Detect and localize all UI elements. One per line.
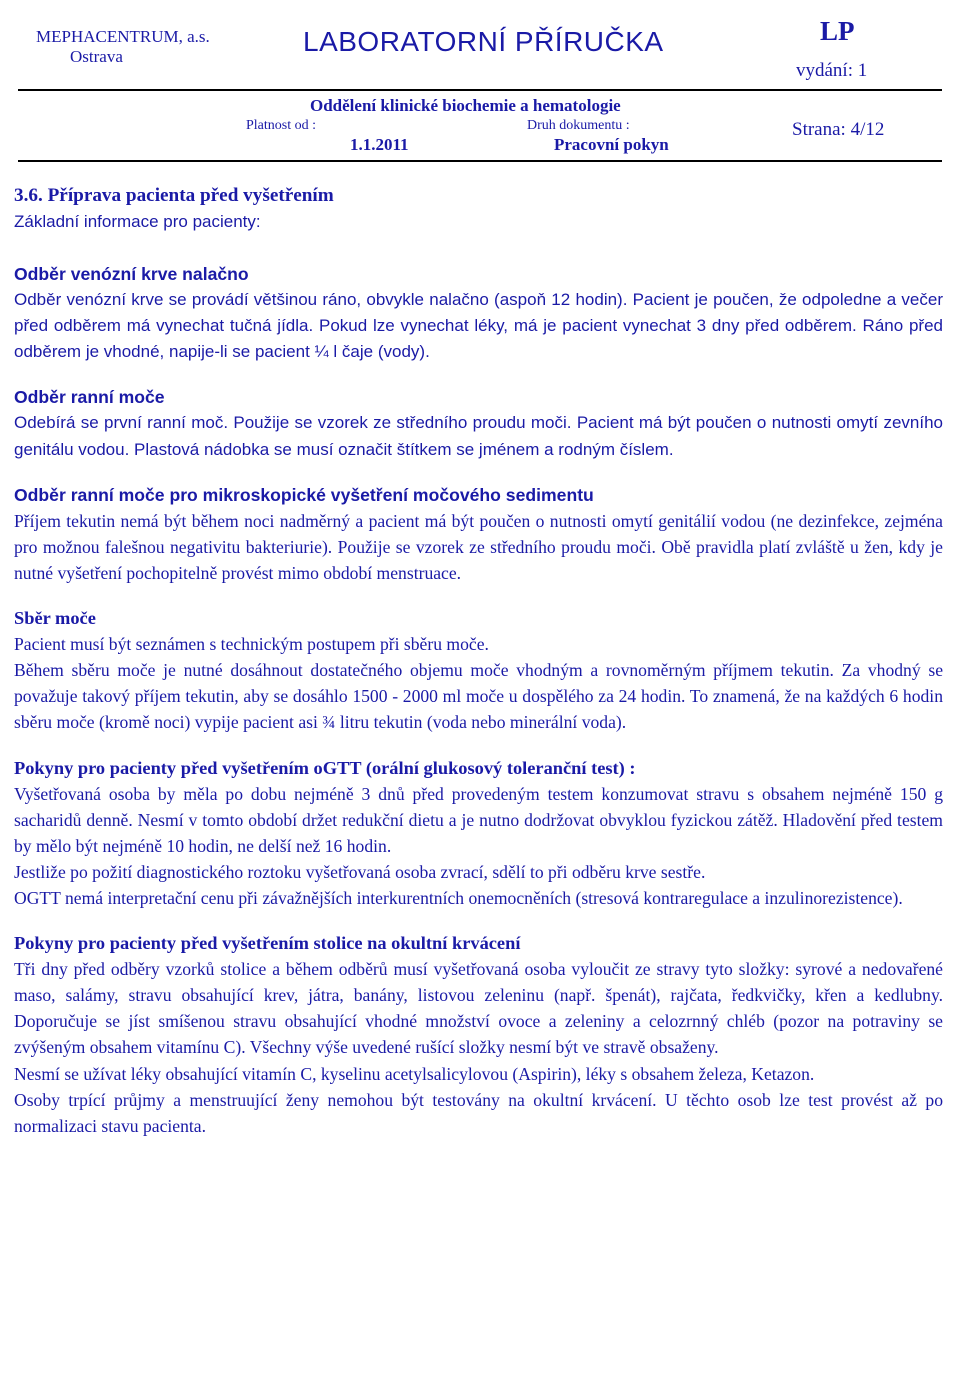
block-heading: Pokyny pro pacienty před vyšetřením oGTT (orální glukosový toleranční test) :: [14, 757, 636, 778]
section-title: 3.6. Příprava pacienta před vyšetřením: [14, 185, 334, 206]
block-paragraph: Odebírá se první ranní moč. Použije se vzorek ze středního proudu moči. Pacient má být poučen o nutnosti omytí zevního genitálu vodou. Plastová nádobka se musí označit štítkem se jménem a rodným číslem.: [14, 413, 943, 459]
block-fasting-blood: [14, 261, 943, 365]
block-paragraph: Pacient musí být seznámen s technickým postupem při sběru moče.: [14, 634, 489, 655]
validity-label: Platnost od :: [246, 118, 317, 133]
block-urine-sediment: [14, 482, 943, 586]
block-ogtt: [14, 755, 943, 912]
edition: vydání: 1: [796, 60, 868, 81]
document-code: LP: [820, 16, 855, 46]
block-paragraph: Vyšetřovaná osoba by měla po dobu nejméně 3 dnů před provedeným testem konzumovat stravu s obsahem nejméně 150 g sacharidů denně. Nesmí v tomto období držet redukční dietu a je nutno dodržovat obvyklou fyzickou zátěž. Hladovění před testem by mělo být nejméně 10 hodin, ne delší než 16 hodin.: [14, 783, 943, 856]
header-divider-bottom: [18, 160, 942, 162]
block-paragraph: Jestliže po požití diagnostického roztoku vyšetřovaná osoba zvrací, sdělí to při odběru krve sestře.: [14, 861, 706, 882]
block-heading: Odběr ranní moče pro mikroskopické vyšetření močového sedimentu: [14, 484, 594, 505]
block-paragraph: Odběr venózní krve se provádí většinou ráno, obvykle nalačno (aspoň 12 hodin). Pacient je poučen, že odpoledne a večer před odběrem má vynechat tučná jídla. Pokud lze vynechat léky, má je pacient vynechat 3 dny před odběrem. Ráno před odběrem je vhodné, napije-li se pacient ¼ l čaje (vody).: [14, 290, 943, 362]
block-urine-collection: [14, 605, 943, 735]
document-body: [14, 183, 943, 1139]
validity-value: 1.1.2011: [350, 135, 409, 154]
block-paragraph: OGTT nemá interpretační cenu při závažnějších interkurentních onemocněních (stresová kontraregulace a inzulinorezistence).: [14, 887, 903, 908]
block-heading: Odběr ranní moče: [14, 387, 165, 408]
department: Oddělení klinické biochemie a hematologie: [310, 96, 621, 115]
block-heading: Pokyny pro pacienty před vyšetřením stolice na okultní krvácení: [14, 933, 521, 954]
section-intro: Základní informace pro pacienty:: [14, 212, 261, 231]
block-occult-blood: [14, 930, 943, 1139]
block-heading: Sběr moče: [14, 608, 96, 629]
block-heading: Odběr venózní krve nalačno: [14, 264, 249, 284]
block-paragraph: Tři dny před odběry vzorků stolice a během odběrů musí vyšetřovaná osoba vyloučit ze stravy tyto složky: syrové a nedovařené maso, salámy, stravu obsahující krev, játra, banány, listovou zeleninu (např. špenát), rajčata, ředkvičky, křen a kedlubny. Doporučuje se jíst smíšenou stravu obsahující vhodné množství ovoce a zeleniny a celozrnný chléb (pozor na potraviny se zvýšeným obsahem vitamínu C). Všechny výše uvedené rušící složky nesmí být ve stravě obsaženy.: [14, 959, 943, 1058]
doctype-label: Druh dokumentu :: [527, 118, 630, 133]
block-morning-urine: [14, 384, 943, 462]
block-paragraph: Příjem tekutin nemá být během noci nadměrný a pacient má být poučen o nutnosti omytí genitálií vodou (ne dezinfekce, zejména pro možnou falešnou negativitu bakteriurie). Použije se vzorek ze středního proudu moči. Obě pravidla platí zvláště u žen, kdy je nutné vyšetření pochopitelně provést mimo období menstruace.: [14, 510, 943, 583]
block-paragraph: Osoby trpící průjmy a menstruující ženy nemohou být testovány na okultní krvácení. U těchto osob lze test provést až po normalizaci stavu pacienta.: [14, 1089, 943, 1136]
block-paragraph: Během sběru moče je nutné dosáhnout dostatečného objemu moče vhodným a rovnoměrným příjmem tekutin. Za vhodný se považuje takový příjem tekutin, aby se dosáhlo 1500 - 2000 ml moče u dospělého za 24 hodin. To znamená, že na každých 6 hodin sběru moče (kromě noci) vypije pacient asi ¾ litru tekutin (voda nebo minerální voda).: [14, 660, 943, 733]
header-divider-top: [18, 89, 942, 91]
document-header: [0, 0, 960, 170]
block-paragraph: Nesmí se užívat léky obsahující vitamín C, kyselinu acetylsalicylovou (Aspirin), léky s obsahem železa, Ketazon.: [14, 1063, 815, 1084]
document-title: LABORATORNÍ PŘÍRUČKA: [303, 26, 664, 57]
page-number: Strana: 4/12: [792, 119, 885, 140]
company-city: Ostrava: [70, 47, 123, 66]
doctype-value: Pracovní pokyn: [554, 135, 669, 154]
company-name: MEPHACENTRUM, a.s.: [36, 27, 210, 46]
